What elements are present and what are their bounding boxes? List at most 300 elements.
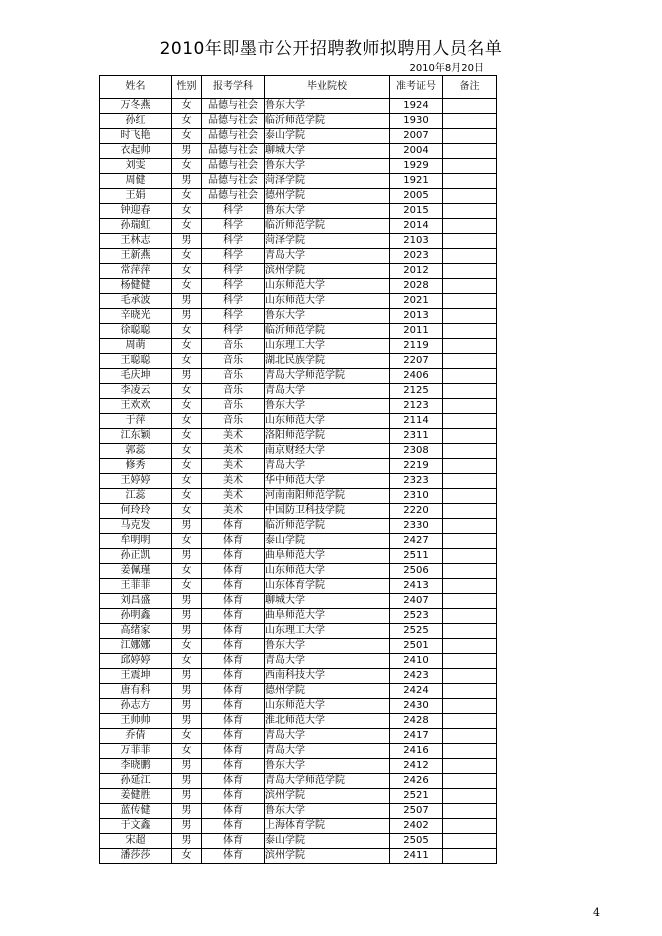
cell-note [443,339,497,354]
cell-school: 山东师范大学 [265,279,390,294]
cell-school: 泰山学院 [265,129,390,144]
cell-gender: 男 [172,294,202,309]
cell-gender: 女 [172,159,202,174]
cell-note [443,429,497,444]
cell-school: 山东师范大学 [265,699,390,714]
cell-school: 鲁东大学 [265,759,390,774]
cell-note [443,549,497,564]
cell-subject: 美术 [202,429,265,444]
cell-school: 青岛大学 [265,654,390,669]
cell-exam-number: 2123 [390,399,443,414]
cell-gender: 女 [172,639,202,654]
cell-gender: 女 [172,399,202,414]
cell-name: 常萍萍 [100,264,172,279]
cell-gender: 女 [172,99,202,114]
cell-subject: 体育 [202,669,265,684]
cell-note [443,519,497,534]
table-row [100,144,497,159]
cell-school: 德州学院 [265,189,390,204]
cell-name: 江娜娜 [100,639,172,654]
cell-note [443,654,497,669]
table-row [100,474,497,489]
cell-name: 王娟 [100,189,172,204]
table-row [100,279,497,294]
cell-name: 刘雯 [100,159,172,174]
cell-note [443,129,497,144]
table-row [100,384,497,399]
table-row [100,699,497,714]
table-row [100,789,497,804]
cell-name: 于文鑫 [100,819,172,834]
cell-subject: 品德与社会 [202,114,265,129]
cell-name: 唐有科 [100,684,172,699]
cell-note [443,729,497,744]
cell-gender: 女 [172,444,202,459]
cell-exam-number: 2412 [390,759,443,774]
cell-gender: 男 [172,144,202,159]
cell-name: 衣起帅 [100,144,172,159]
table-row [100,849,497,864]
cell-gender: 男 [172,789,202,804]
cell-subject: 美术 [202,504,265,519]
cell-school: 山东师范大学 [265,414,390,429]
cell-name: 刘昌盛 [100,594,172,609]
cell-subject: 科学 [202,279,265,294]
table-row [100,834,497,849]
cell-gender: 女 [172,129,202,144]
page-title: 2010年即墨市公开招聘教师拟聘用人员名单 [159,39,503,59]
cell-exam-number: 2004 [390,144,443,159]
cell-exam-number: 1929 [390,159,443,174]
table-row [100,504,497,519]
cell-note [443,819,497,834]
table-row [100,729,497,744]
cell-exam-number: 1921 [390,174,443,189]
cell-name: 王婷婷 [100,474,172,489]
table-row [100,534,497,549]
cell-note [443,579,497,594]
table-row [100,684,497,699]
cell-gender: 女 [172,429,202,444]
table-row [100,489,497,504]
cell-exam-number: 2028 [390,279,443,294]
table-row [100,369,497,384]
cell-subject: 体育 [202,774,265,789]
cell-name: 高绪家 [100,624,172,639]
cell-note [443,384,497,399]
cell-name: 孙瑞虹 [100,219,172,234]
table-row [100,234,497,249]
cell-exam-number: 2507 [390,804,443,819]
cell-school: 上海体育学院 [265,819,390,834]
cell-school: 菏泽学院 [265,234,390,249]
cell-gender: 女 [172,249,202,264]
cell-note [443,204,497,219]
cell-school: 鲁东大学 [265,639,390,654]
cell-note [443,684,497,699]
cell-school: 聊城大学 [265,594,390,609]
cell-name: 郭蕊 [100,444,172,459]
cell-exam-number: 2511 [390,549,443,564]
cell-name: 孙正凯 [100,549,172,564]
cell-name: 江东颖 [100,429,172,444]
cell-note [443,354,497,369]
cell-name: 江蕊 [100,489,172,504]
cell-name: 毛庆坤 [100,369,172,384]
cell-name: 王欢欢 [100,399,172,414]
cell-name: 万冬燕 [100,99,172,114]
cell-gender: 女 [172,564,202,579]
cell-school: 中国防卫科技学院 [265,504,390,519]
cell-note [443,834,497,849]
cell-school: 青岛大学 [265,744,390,759]
cell-school: 菏泽学院 [265,174,390,189]
cell-school: 鲁东大学 [265,204,390,219]
cell-subject: 体育 [202,549,265,564]
cell-note [443,639,497,654]
cell-gender: 女 [172,264,202,279]
cell-exam-number: 2015 [390,204,443,219]
cell-note [443,609,497,624]
cell-name: 牟明明 [100,534,172,549]
cell-note [443,504,497,519]
cell-gender: 男 [172,594,202,609]
cell-name: 钟迎春 [100,204,172,219]
cell-note [443,414,497,429]
column-header-name: 姓名 [100,76,172,99]
table-row [100,189,497,204]
table-row [100,609,497,624]
cell-exam-number: 2007 [390,129,443,144]
cell-name: 邱婷婷 [100,654,172,669]
cell-subject: 科学 [202,294,265,309]
table-row [100,174,497,189]
cell-subject: 体育 [202,744,265,759]
cell-name: 宋超 [100,834,172,849]
cell-note [443,489,497,504]
cell-name: 王林志 [100,234,172,249]
cell-note [443,234,497,249]
cell-exam-number: 2013 [390,309,443,324]
cell-gender: 女 [172,384,202,399]
cell-exam-number: 2417 [390,729,443,744]
cell-exam-number: 1930 [390,114,443,129]
cell-gender: 男 [172,804,202,819]
cell-exam-number: 2423 [390,669,443,684]
cell-school: 西南科技大学 [265,669,390,684]
cell-gender: 女 [172,744,202,759]
table-header [100,76,497,99]
cell-school: 鲁东大学 [265,399,390,414]
cell-exam-number: 2410 [390,654,443,669]
cell-gender: 男 [172,174,202,189]
table-row [100,759,497,774]
cell-subject: 品德与社会 [202,129,265,144]
cell-note [443,759,497,774]
column-header-gender: 性别 [172,76,202,99]
cell-exam-number: 2207 [390,354,443,369]
cell-school: 临沂师范学院 [265,114,390,129]
cell-school: 鲁东大学 [265,99,390,114]
cell-subject: 音乐 [202,369,265,384]
cell-school: 聊城大学 [265,144,390,159]
cell-subject: 体育 [202,519,265,534]
table-row [100,654,497,669]
cell-subject: 品德与社会 [202,189,265,204]
cell-exam-number: 2119 [390,339,443,354]
cell-name: 毛承波 [100,294,172,309]
cell-note [443,774,497,789]
cell-school: 泰山学院 [265,834,390,849]
table-row [100,219,497,234]
cell-subject: 体育 [202,714,265,729]
cell-gender: 女 [172,654,202,669]
cell-subject: 美术 [202,444,265,459]
cell-gender: 男 [172,609,202,624]
cell-school: 湖北民族学院 [265,354,390,369]
cell-exam-number: 2114 [390,414,443,429]
cell-school: 临沂师范学院 [265,324,390,339]
cell-note [443,249,497,264]
cell-note [443,99,497,114]
cell-subject: 科学 [202,234,265,249]
cell-name: 李晓鹏 [100,759,172,774]
table-row [100,519,497,534]
table-row [100,549,497,564]
cell-school: 青岛大学师范学院 [265,369,390,384]
cell-note [443,444,497,459]
cell-school: 鲁东大学 [265,309,390,324]
cell-school: 德州学院 [265,684,390,699]
cell-gender: 男 [172,699,202,714]
cell-school: 洛阳师范学院 [265,429,390,444]
cell-subject: 美术 [202,459,265,474]
cell-subject: 体育 [202,534,265,549]
cell-school: 滨州学院 [265,789,390,804]
cell-exam-number: 2521 [390,789,443,804]
cell-note [443,174,497,189]
cell-note [443,459,497,474]
table-row [100,354,497,369]
cell-school: 青岛大学 [265,729,390,744]
cell-name: 徐聪聪 [100,324,172,339]
cell-note [443,474,497,489]
cell-name: 修秀 [100,459,172,474]
cell-name: 万菲菲 [100,744,172,759]
cell-gender: 女 [172,474,202,489]
table-row [100,249,497,264]
cell-school: 临沂师范学院 [265,219,390,234]
cell-school: 曲阜师范大学 [265,609,390,624]
cell-exam-number: 1924 [390,99,443,114]
cell-name: 辛晓光 [100,309,172,324]
cell-exam-number: 2523 [390,609,443,624]
cell-exam-number: 2330 [390,519,443,534]
cell-exam-number: 2125 [390,384,443,399]
cell-school: 临沂师范学院 [265,519,390,534]
cell-exam-number: 2428 [390,714,443,729]
table-row [100,129,497,144]
cell-name: 杨健健 [100,279,172,294]
cell-subject: 科学 [202,309,265,324]
cell-gender: 男 [172,309,202,324]
table-row [100,714,497,729]
cell-note [443,849,497,864]
cell-school: 鲁东大学 [265,159,390,174]
cell-name: 于萍 [100,414,172,429]
cell-note [443,714,497,729]
cell-gender: 女 [172,729,202,744]
cell-note [443,159,497,174]
cell-subject: 美术 [202,489,265,504]
cell-name: 周健 [100,174,172,189]
table-row [100,114,497,129]
cell-school: 滨州学院 [265,849,390,864]
cell-note [443,369,497,384]
cell-name: 时飞艳 [100,129,172,144]
cell-exam-number: 2430 [390,699,443,714]
cell-subject: 体育 [202,804,265,819]
cell-subject: 体育 [202,684,265,699]
table-row [100,564,497,579]
cell-name: 孙明鑫 [100,609,172,624]
table-row [100,99,497,114]
cell-gender: 女 [172,279,202,294]
cell-name: 乔倩 [100,729,172,744]
cell-exam-number: 2406 [390,369,443,384]
cell-gender: 女 [172,114,202,129]
cell-gender: 男 [172,549,202,564]
cell-gender: 男 [172,519,202,534]
cell-school: 山东理工大学 [265,624,390,639]
cell-school: 华中师范大学 [265,474,390,489]
cell-gender: 男 [172,819,202,834]
cell-gender: 女 [172,489,202,504]
cell-exam-number: 2525 [390,624,443,639]
cell-gender: 女 [172,204,202,219]
table-row [100,339,497,354]
cell-subject: 科学 [202,204,265,219]
table-row [100,624,497,639]
cell-school: 曲阜师范大学 [265,549,390,564]
cell-gender: 女 [172,579,202,594]
publish-date: 2010年8月20日 [409,63,484,74]
cell-note [443,279,497,294]
cell-subject: 体育 [202,759,265,774]
table-row [100,774,497,789]
cell-school: 山东理工大学 [265,339,390,354]
cell-exam-number: 2103 [390,234,443,249]
cell-gender: 女 [172,219,202,234]
cell-note [443,264,497,279]
cell-school: 青岛大学 [265,249,390,264]
table-row [100,204,497,219]
column-header-school: 毕业院校 [265,76,390,99]
cell-exam-number: 2424 [390,684,443,699]
cell-note [443,114,497,129]
table-row [100,459,497,474]
cell-exam-number: 2427 [390,534,443,549]
cell-name: 王帅帅 [100,714,172,729]
cell-school: 青岛大学 [265,459,390,474]
cell-gender: 男 [172,714,202,729]
cell-note [443,624,497,639]
cell-name: 李凌云 [100,384,172,399]
cell-school: 山东体育学院 [265,579,390,594]
table-row [100,324,497,339]
cell-exam-number: 2012 [390,264,443,279]
cell-name: 孙延江 [100,774,172,789]
cell-name: 姜佩瑾 [100,564,172,579]
table-row [100,594,497,609]
cell-exam-number: 2407 [390,594,443,609]
cell-note [443,804,497,819]
cell-subject: 音乐 [202,399,265,414]
cell-exam-number: 2311 [390,429,443,444]
cell-gender: 男 [172,684,202,699]
cell-subject: 科学 [202,219,265,234]
cell-note [443,399,497,414]
cell-name: 潘莎莎 [100,849,172,864]
cell-school: 鲁东大学 [265,804,390,819]
cell-exam-number: 2005 [390,189,443,204]
page-number: 4 [593,906,600,919]
table-row [100,804,497,819]
table-row [100,294,497,309]
cell-exam-number: 2021 [390,294,443,309]
table-body [100,99,497,864]
cell-gender: 男 [172,669,202,684]
table-row [100,669,497,684]
cell-name: 王震坤 [100,669,172,684]
cell-name: 蓝传健 [100,804,172,819]
cell-exam-number: 2416 [390,744,443,759]
cell-gender: 男 [172,759,202,774]
cell-school: 泰山学院 [265,534,390,549]
cell-note [443,789,497,804]
cell-subject: 美术 [202,474,265,489]
cell-note [443,744,497,759]
cell-name: 王聪聪 [100,354,172,369]
table-row [100,309,497,324]
cell-subject: 音乐 [202,414,265,429]
cell-subject: 音乐 [202,384,265,399]
cell-note [443,144,497,159]
cell-exam-number: 2308 [390,444,443,459]
cell-exam-number: 2411 [390,849,443,864]
cell-school: 山东师范大学 [265,564,390,579]
cell-name: 姜健胜 [100,789,172,804]
cell-gender: 女 [172,849,202,864]
cell-exam-number: 2220 [390,504,443,519]
cell-subject: 科学 [202,264,265,279]
cell-name: 孙红 [100,114,172,129]
table-row [100,399,497,414]
cell-gender: 男 [172,774,202,789]
cell-exam-number: 2014 [390,219,443,234]
cell-exam-number: 2023 [390,249,443,264]
cell-exam-number: 2402 [390,819,443,834]
cell-gender: 女 [172,324,202,339]
cell-subject: 音乐 [202,354,265,369]
cell-note [443,309,497,324]
cell-subject: 体育 [202,729,265,744]
cell-note [443,594,497,609]
column-header-note: 备注 [443,76,497,99]
cell-exam-number: 2323 [390,474,443,489]
cell-gender: 女 [172,459,202,474]
cell-school: 青岛大学 [265,384,390,399]
